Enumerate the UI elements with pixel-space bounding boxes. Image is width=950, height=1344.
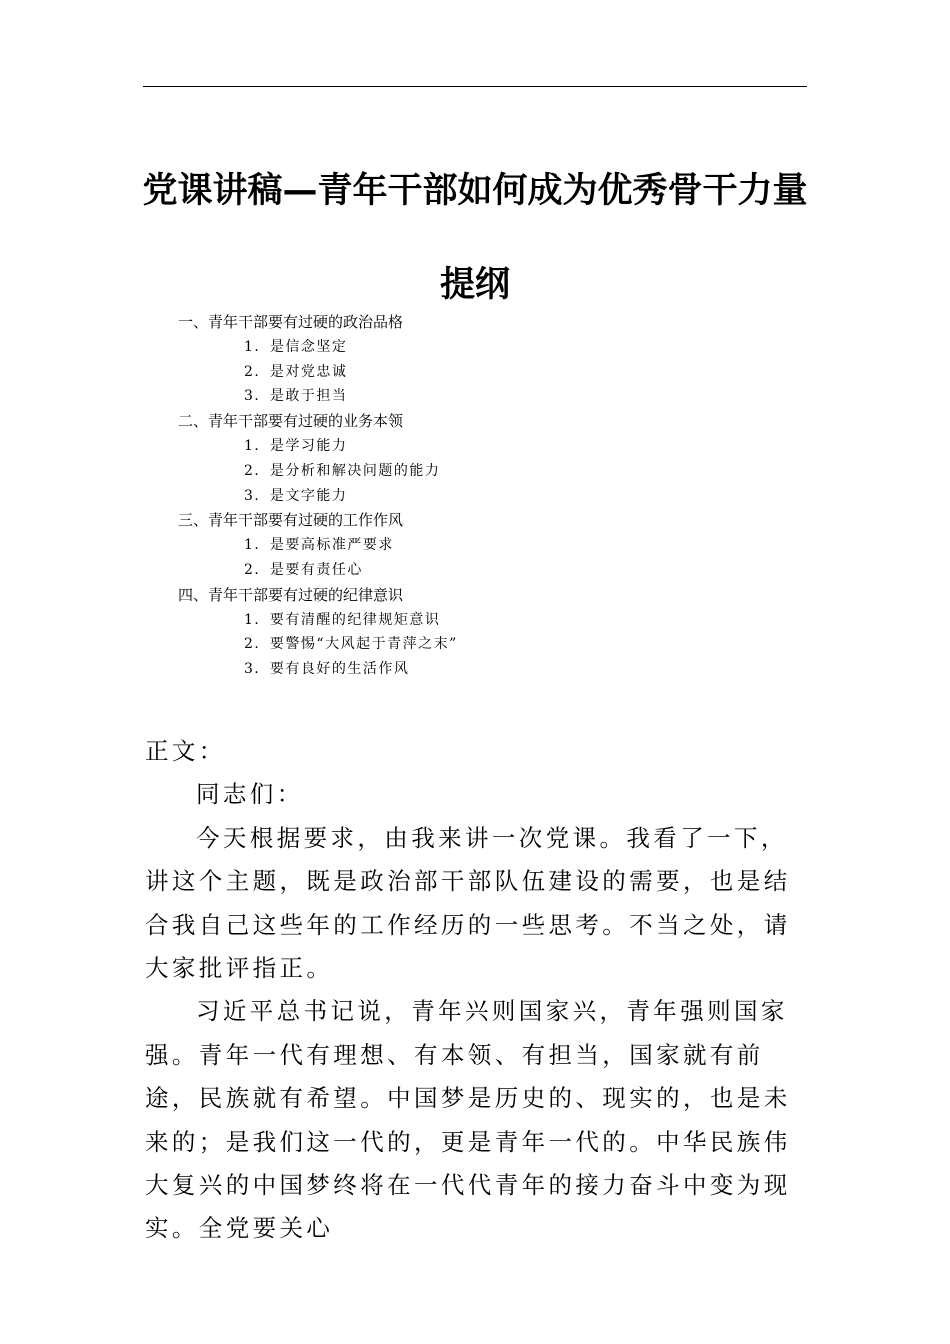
body-paragraph: 习近平总书记说，青年兴则国家兴，青年强则国家强。青年一代有理想、有本领、有担当，国家就有前途，民族就有希望。中国梦是历史的、现实的，也是未来的；是我们这一代的，更是青年一代的。中华民族伟大复兴的中国梦终将在一代代青年的接力奋斗中变为现实。全党要关心 <box>145 997 791 1243</box>
outline-item: 2．是对党忠诚 <box>244 363 348 380</box>
outline-item: 1．是信念坚定 <box>244 338 348 355</box>
outline-heading: 二、青年干部要有过硬的业务本领 <box>178 412 404 431</box>
body-label: 正文： <box>145 737 226 765</box>
salutation: 同志们： <box>196 780 304 809</box>
outline-item: 2．是分析和解决问题的能力 <box>244 462 441 479</box>
outline-heading: 四、青年干部要有过硬的纪律意识 <box>178 585 404 604</box>
outline-item: 3．是敢于担当 <box>244 388 348 405</box>
body-text <box>145 730 809 1251</box>
outline-item: 2．是要有责任心 <box>244 561 363 578</box>
outline <box>178 310 778 682</box>
outline-item: 2．要警惕“大风起于青萍之末” <box>244 636 458 653</box>
outline-item: 1．是学习能力 <box>244 437 348 454</box>
outline-heading: 三、青年干部要有过硬的工作作风 <box>178 511 404 530</box>
outline-item: 1．是要高标准严要求 <box>244 537 394 554</box>
outline-heading: 一、青年干部要有过硬的政治品格 <box>178 313 404 331</box>
body-paragraph: 今天根据要求，由我来讲一次党课。我看了一下，讲这个主题，既是政治部干部队伍建设的需要，也是结合我自己这些年的工作经历的一些思考。不当之处，请大家批评指正。 <box>145 823 791 983</box>
header-rule <box>143 86 807 87</box>
document-title: 党课讲稿—青年干部如何成为优秀骨干力量 <box>142 171 808 211</box>
outline-item: 3．要有良好的生活作风 <box>244 661 410 678</box>
outline-title: 提纲 <box>439 265 510 305</box>
outline-item: 1．要有清醒的纪律规矩意识 <box>244 611 441 628</box>
outline-item: 3．是文字能力 <box>244 487 348 504</box>
